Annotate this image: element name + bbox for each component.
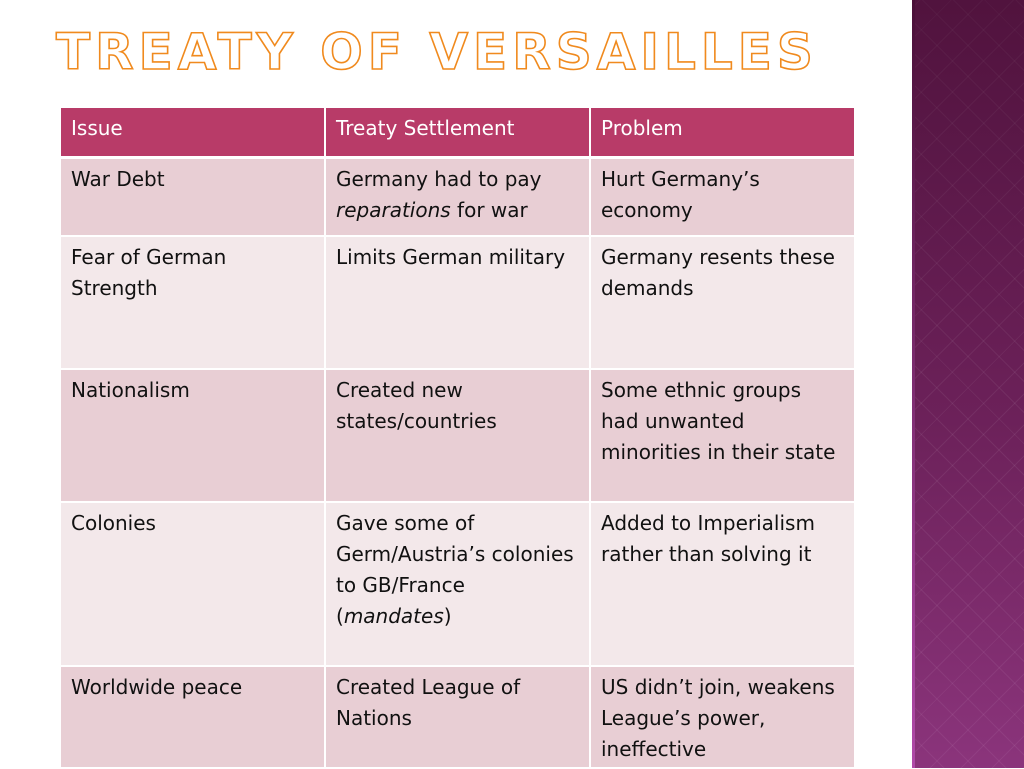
- table-header-row: [60, 107, 855, 158]
- decorative-side-panel: [912, 0, 1024, 768]
- table-row: [60, 158, 855, 236]
- header-issue: Issue: [60, 107, 325, 158]
- table-row: [60, 369, 855, 502]
- cell-issue: War Debt: [60, 158, 325, 236]
- cell-problem: Germany resents these demands: [590, 236, 855, 369]
- header-problem: Problem: [590, 107, 855, 158]
- cell-settlement: Created new states/countries: [325, 369, 590, 502]
- cell-settlement: Created League of Nations: [325, 666, 590, 768]
- table-row: [60, 236, 855, 369]
- cell-issue: Colonies: [60, 502, 325, 666]
- emphasis: mandates: [343, 603, 444, 628]
- side-panel-edge: [912, 0, 915, 768]
- table-row: [60, 666, 855, 768]
- table-row: [60, 502, 855, 666]
- cell-issue: Worldwide peace: [60, 666, 325, 768]
- cell-settlement: Germany had to pay reparations for war: [325, 158, 590, 236]
- emphasis: reparations: [336, 198, 451, 222]
- cell-problem: Hurt Germany’s economy: [590, 158, 855, 236]
- treaty-table: [59, 106, 856, 769]
- cell-issue: Fear of German Strength: [60, 236, 325, 369]
- cell-problem: Some ethnic groups had unwanted minorities in their state: [590, 369, 855, 502]
- cell-settlement: Limits German military: [325, 236, 590, 369]
- cell-settlement: Gave some of Germ/Austria’s colonies to GB/France (mandates): [325, 502, 590, 666]
- cell-problem: Added to Imperialism rather than solving it: [590, 502, 855, 666]
- cell-issue: Nationalism: [60, 369, 325, 502]
- slide-title: TREATY OF VERSAILLES: [56, 23, 818, 81]
- cell-problem: US didn’t join, weakens League’s power, ineffective: [590, 666, 855, 768]
- header-treaty-settlement: Treaty Settlement: [325, 107, 590, 158]
